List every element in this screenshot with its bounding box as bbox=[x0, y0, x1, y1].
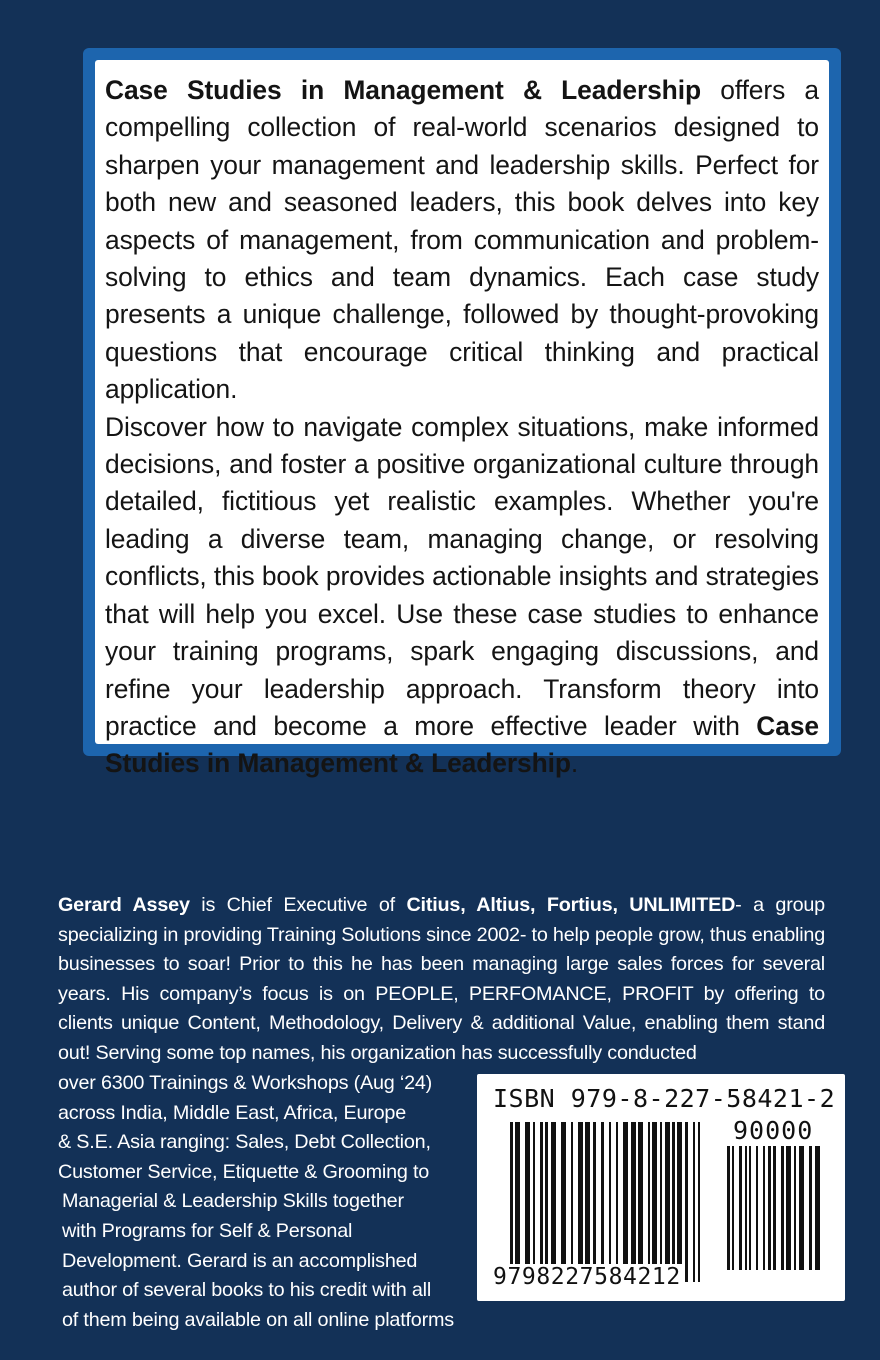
barcode-bar bbox=[631, 1122, 636, 1282]
barcode-bar bbox=[809, 1146, 812, 1270]
barcode-bar bbox=[515, 1122, 520, 1282]
addon-code: 90000 bbox=[733, 1116, 814, 1145]
barcode-bar bbox=[533, 1122, 535, 1282]
bio-line: over 6300 Trainings & Workshops (Aug ‘24) bbox=[58, 1072, 433, 1094]
barcode-bar bbox=[652, 1122, 657, 1282]
barcode-bar bbox=[660, 1122, 662, 1282]
bio-line: Development. Gerard is an accomplished bbox=[62, 1249, 418, 1272]
barcode-bar bbox=[685, 1122, 688, 1282]
bio-line: Customer Service, Etiquette & Grooming to bbox=[58, 1160, 430, 1183]
author-bio bbox=[58, 891, 825, 1069]
bio-line: & S.E. Asia ranging: Sales, Debt Collection, bbox=[58, 1131, 431, 1154]
author-bio-paragraph bbox=[58, 891, 825, 1069]
barcode-bar bbox=[745, 1146, 747, 1270]
barcode-bar bbox=[698, 1122, 700, 1282]
barcode-bar bbox=[732, 1146, 734, 1270]
barcode-panel bbox=[477, 1074, 845, 1301]
barcode-bar bbox=[551, 1122, 556, 1282]
barcode-bar bbox=[799, 1146, 804, 1270]
bio-line: of them being available on all online platforms bbox=[62, 1308, 454, 1331]
author-name: Gerard Assey bbox=[58, 894, 190, 916]
blurb-text-1: offers a compelling collection of real-world scenarios designed to sharpen your management and leadership skills. Perfect for both new and seasoned leaders, this book delves into key aspects of management, from communication and problem-solving to ethics and team dynamics. Each case study presents a unique challenge, followed by thought-provoking questions that encourage critical thinking and practical application. bbox=[105, 75, 820, 405]
barcode-bar bbox=[763, 1146, 765, 1270]
barcode-bar bbox=[749, 1146, 751, 1270]
barcode-bar bbox=[623, 1122, 628, 1282]
blurb-closing-punct: . bbox=[570, 748, 579, 779]
blurb-box bbox=[95, 60, 829, 779]
isbn-label: ISBN 979-8-227-58421-2 bbox=[493, 1084, 836, 1113]
author-bio-text-2: - a group specializing in providing Training Solutions since 2002- to help people grow, thus enabling businesses to soar! Prior to this he has been managing large sales forces for several years. His company’s focus is on PEOPLE, PERFOMANCE, PROFIT by offering to clients unique Content, Methodology, Delivery & additional Value, enabling them stand out! Serving some top names, his organization has successfully conducted bbox=[58, 894, 825, 1064]
barcode-bar bbox=[773, 1146, 776, 1270]
barcode-main-icon bbox=[510, 1122, 706, 1282]
barcode-bar bbox=[693, 1122, 695, 1282]
barcode-bar bbox=[756, 1146, 758, 1270]
barcode-bar bbox=[768, 1146, 771, 1270]
barcode-bar bbox=[638, 1122, 643, 1282]
barcode-bar bbox=[739, 1146, 742, 1270]
blurb-frame bbox=[83, 48, 841, 779]
barcode-bar bbox=[545, 1122, 548, 1282]
barcode-bar bbox=[815, 1146, 820, 1270]
barcode-bar bbox=[781, 1146, 784, 1270]
barcode-bar bbox=[601, 1122, 604, 1282]
blurb-closing-title: Case Studies in Management & Leadership bbox=[105, 710, 819, 779]
barcode-bar bbox=[616, 1122, 618, 1282]
barcode-bar bbox=[571, 1122, 573, 1282]
barcode-digits: 9798227584212 bbox=[493, 1264, 681, 1290]
barcode-bar bbox=[609, 1122, 611, 1282]
barcode-addon-icon bbox=[727, 1146, 823, 1270]
barcode-bar bbox=[593, 1122, 596, 1282]
barcode-bar bbox=[540, 1122, 543, 1282]
barcode-bar bbox=[727, 1146, 730, 1270]
barcode-bar bbox=[578, 1122, 583, 1282]
bio-line: author of several books to his credit with all bbox=[62, 1279, 432, 1302]
company-name: Citius, Altius, Fortius, UNLIMITED bbox=[406, 894, 736, 916]
blurb-paragraph-2 bbox=[105, 409, 819, 783]
barcode-bar bbox=[665, 1122, 670, 1282]
bio-line: with Programs for Self & Personal bbox=[62, 1219, 353, 1242]
barcode-bar bbox=[786, 1146, 791, 1270]
author-bio-text-1: is Chief Executive of bbox=[189, 894, 407, 916]
barcode-bar bbox=[510, 1122, 513, 1282]
barcode-bar bbox=[648, 1122, 650, 1282]
blurb-paragraph-1 bbox=[105, 72, 819, 409]
barcode-bar bbox=[561, 1122, 566, 1282]
barcode-bar bbox=[794, 1146, 796, 1270]
barcode-bar bbox=[525, 1122, 530, 1282]
blurb-title: Case Studies in Management & Leadership bbox=[105, 75, 701, 105]
bio-line: Managerial & Leadership Skills together bbox=[62, 1190, 404, 1213]
barcode-bar bbox=[672, 1122, 675, 1282]
barcode-bar bbox=[677, 1122, 682, 1282]
author-bio-continued bbox=[58, 1069, 454, 1335]
barcode-bar bbox=[585, 1122, 590, 1282]
bio-line: across India, Middle East, Africa, Europe bbox=[58, 1101, 407, 1124]
blurb-text-2: Discover how to navigate complex situations, make informed decisions, and foster a positive organizational culture through detailed, fictitious yet realistic examples. Whether you're leading a diverse team, managing change, or resolving conflicts, this book provides actionable insights and strategies that will help you excel. Use these case studies to enhance your training programs, spark engaging discussions, and refine your leadership approach. Transform theory into practice and become a more effective leader with bbox=[105, 411, 819, 741]
